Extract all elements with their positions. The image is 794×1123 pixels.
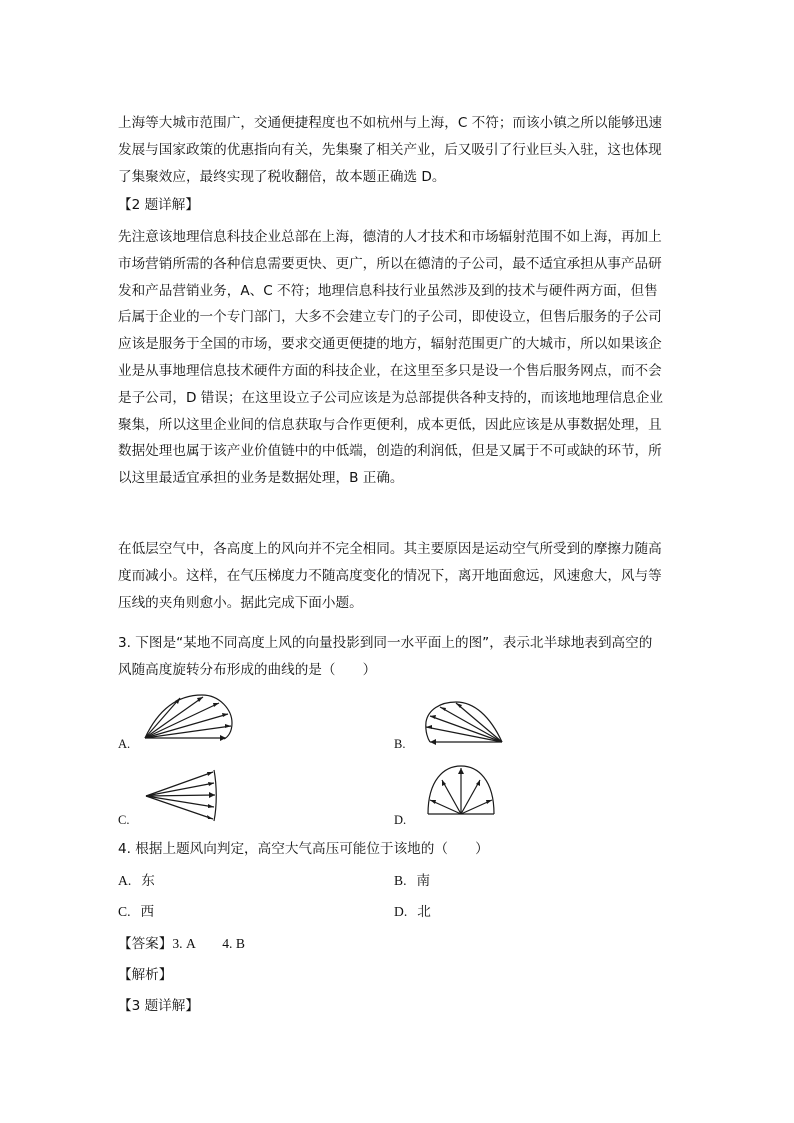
option-b-vector-1 bbox=[456, 703, 502, 742]
option-a-vector-1 bbox=[145, 698, 180, 738]
answer-line bbox=[118, 931, 245, 957]
option-b-label: B. bbox=[394, 737, 406, 751]
option-b-vector-3 bbox=[430, 716, 502, 742]
q2-heading: 【2 题详解】 bbox=[118, 197, 199, 213]
answer-values: 3. A 4. B bbox=[172, 936, 245, 951]
q4-choice-a[interactable] bbox=[118, 868, 155, 894]
text-line: 聚集，所以这里企业间的信息获取与合作更便利，成本更低，因此应该是从事数据处理，且 bbox=[118, 416, 662, 433]
passage-paragraph bbox=[118, 536, 680, 616]
q4-choice-c[interactable] bbox=[118, 899, 154, 925]
option-c-vector-3 bbox=[146, 795, 215, 796]
text-line: 数据处理也属于该产业价值链中的中低端，创造的利润低，但是又属于不可或缺的环节，所 bbox=[118, 443, 662, 460]
choice-letter: A. bbox=[118, 873, 132, 888]
q4-question: 4. 根据上题风向判定，高空大气高压可能位于该地的（ ） bbox=[118, 841, 489, 857]
q2-detail-paragraph bbox=[118, 224, 680, 492]
text-line: 是子公司，D 错误；在这里设立子公司应该是为总部提供各种支持的，而该地地理信息企业 bbox=[118, 389, 663, 406]
text-line: 发展与国家政策的优惠指向有关，先集聚了相关产业，后又吸引了行业巨头入驻，这也体现 bbox=[118, 141, 662, 158]
option-c-vector-4 bbox=[146, 796, 214, 807]
text-line: 市场营销所需的各种信息需要更快、更广，所以在德清的子公司，最不适宜承担从事产品研 bbox=[118, 255, 662, 272]
option-a-diagram bbox=[140, 690, 240, 752]
option-b-diagram bbox=[418, 694, 510, 750]
text-line: 3. 下图是“某地不同高度上风的向量投影到同一水平面上的图”，表示北半球地表到高空的 bbox=[118, 635, 653, 651]
text-line: 发和产品营销业务，A、C 不符；地理信息科技行业虽然涉及到的技术与硬件两方面，但售 bbox=[118, 282, 658, 299]
text-line: 以这里最适宜承担的业务是数据处理，B 正确。 bbox=[118, 470, 404, 487]
choice-letter: D. bbox=[394, 904, 408, 919]
q4-choice-b[interactable] bbox=[394, 868, 430, 894]
option-d-vector-3 bbox=[461, 780, 480, 814]
text-line: 在低层空气中，各高度上的风向并不完全相同。其主要原因是运动空气所受到的摩擦力随高 bbox=[118, 541, 662, 557]
option-c-vector-2 bbox=[146, 783, 214, 796]
option-d-label: D. bbox=[394, 813, 407, 827]
answer-prefix: 【答案】 bbox=[118, 936, 173, 952]
analysis-heading: 【解析】 bbox=[118, 967, 173, 983]
q3-detail-heading: 【3 题详解】 bbox=[118, 998, 199, 1014]
text-line: 后属于企业的一个专门部门，大多不会建立专门的子公司，即使设立，但售后服务的子公司 bbox=[118, 309, 662, 326]
choice-letter: C. bbox=[118, 904, 131, 919]
choice-letter: B. bbox=[394, 873, 407, 888]
option-c-vector-5 bbox=[146, 796, 213, 819]
q4-choice-d[interactable] bbox=[394, 899, 431, 925]
text-line: 业是从事地理信息技术硬件方面的科技企业，在这里至多只是设一个售后服务网点，而不会 bbox=[118, 362, 662, 379]
text-line: 先注意该地理信息科技企业总部在上海，德清的人才技术和市场辐射范围不如上海，再加上 bbox=[118, 229, 662, 245]
option-c-vector-1 bbox=[146, 772, 213, 796]
option-a-label: A. bbox=[118, 737, 131, 751]
option-c-diagram bbox=[142, 766, 224, 826]
q3-question bbox=[118, 630, 680, 684]
text-line: 上海等大城市范围广，交通便捷程度也不如杭州与上海，C 不符；而该小镇之所以能够迅速 bbox=[118, 115, 662, 131]
text-line: 风随高度旋转分布形成的曲线的是（ ） bbox=[118, 661, 377, 678]
text-line: 了集聚效应，最终实现了税收翻倍，故本题正确选 D。 bbox=[118, 168, 446, 185]
choice-text: 南 bbox=[416, 873, 431, 889]
option-d-vector-2 bbox=[442, 780, 461, 814]
choice-text: 西 bbox=[140, 904, 155, 920]
text-line: 压线的夹角则愈小。据此完成下面小题。 bbox=[118, 594, 363, 611]
text-line: 应该是服务于全国的市场，要求交通更便捷的地方，辐射范围更广的大城市，所以如果该企 bbox=[118, 336, 662, 353]
choice-text: 北 bbox=[417, 904, 431, 920]
option-d-diagram bbox=[422, 762, 502, 822]
intro-paragraph bbox=[118, 110, 680, 190]
option-b-vector-4 bbox=[426, 727, 502, 742]
text-line: 度而减小。这样，在气压梯度力不随高度变化的情况下，离开地面愈远，风速愈大，风与等 bbox=[118, 567, 662, 584]
option-c-label: C. bbox=[118, 813, 130, 827]
choice-text: 东 bbox=[141, 873, 155, 889]
